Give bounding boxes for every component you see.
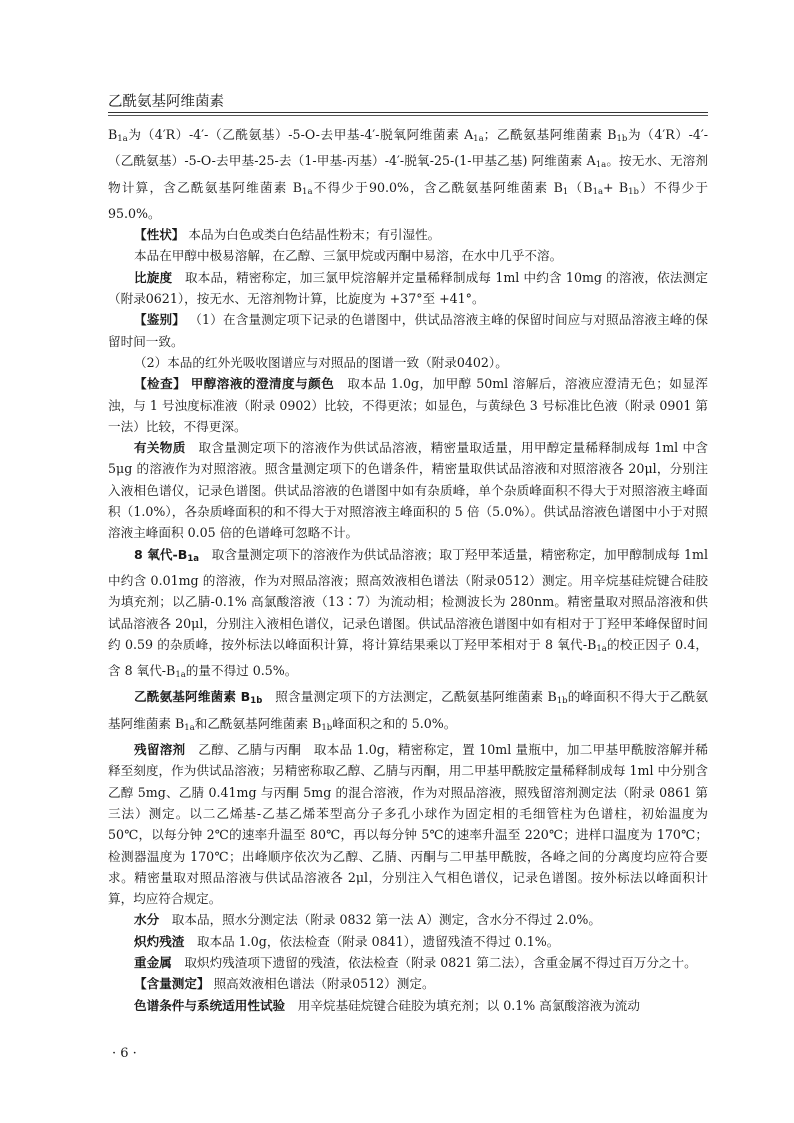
related-substances-paragraph [108, 437, 708, 543]
section-label-identification: 【鉴别】 [134, 312, 186, 328]
text-run: B [108, 127, 118, 142]
chromatographic-conditions-text: 用辛烷基硅烷键合硅胶为填充剂；以 0.1% 高氯酸溶液为流动 [297, 997, 640, 1013]
rotation-text: 取本品，精密称定，加三氯甲烷溶解并定量稀释制成每 1ml 中约含 10mg 的溶液，依法测定（附录0621），按无水、无溶剂物计算，比旋度为 +37°至 +41°。 [108, 269, 709, 307]
subscript: 1 [562, 186, 569, 197]
chromatographic-conditions-paragraph [108, 995, 708, 1016]
item-label-rotation: 比旋度 [134, 269, 173, 285]
text-run: 的校正因子 0.4，含 8 氧代-B [108, 636, 708, 679]
text-run: 照含量测定项下的方法测定，乙酰氨基阿维菌素 B [275, 689, 557, 705]
identification-paragraph [108, 309, 708, 352]
section-label-assay: 【含量测定】 [134, 976, 210, 992]
page-body [108, 124, 708, 1016]
subscript: 1b [556, 696, 568, 707]
page-number: · 6 · [112, 1046, 137, 1061]
oxo-impurity-paragraph [108, 544, 708, 687]
item-label-oxo [134, 547, 199, 562]
header-rule-thin [108, 115, 708, 116]
properties-paragraph [108, 224, 708, 245]
subscript: 1a [184, 722, 195, 733]
subscript: 1a [117, 134, 128, 144]
item-label-b1b [134, 689, 263, 707]
related-substances-text: 取含量测定项下的溶液作为供试品溶液，精密量取适量，用甲醇定量稀释制成每 1ml 中含 5μg 的溶液作为对照溶液。照含量测定项下的色谱条件，精密量取供试品溶液和对照溶液各 20μl，分别注入液相色谱仪，记录色谱图。供试品溶液的色谱图中如有杂质峰，单个杂质峰面积不得大于对照溶液主峰面积（1.0%），各杂质峰面积的和不得大于对照溶液主峰面积的 5 倍（5.0%）。供试品溶液色谱图中小于对照溶液主峰面积 0.05 倍的色谱峰可忽略不计。 [108, 440, 709, 541]
text-run: 为（4′R）-4′-（乙酰氨基）-5-O-去甲基-4′-脱氧阿维菌素 A [127, 127, 474, 142]
item-label-residue: 炽灼残渣 [134, 933, 185, 949]
properties-text: 本品为白色或类白色结晶性粉末；有引湿性。 [188, 227, 441, 243]
water-paragraph [108, 909, 708, 930]
text-run: 乙酰氨基阿维菌素 B [134, 689, 251, 705]
residue-text: 取本品 1.0g，依法检查（附录 0841），遗留残渣不得过 0.1%。 [196, 933, 560, 949]
assay-paragraph [108, 973, 708, 994]
section-label-properties: 【性状】 [134, 227, 185, 243]
section-label-tests: 【检查】 [134, 376, 187, 392]
identification-text-1: （1）在含量测定项下记录的色谱图中，供试品溶液主峰的保留时间应与对照品溶液主峰的保留时间一致。 [108, 312, 709, 349]
header-rule-thick [108, 112, 708, 113]
subscript: 1a [592, 186, 604, 197]
subscript: 1a [595, 160, 607, 171]
text-run: ）不得少于95.0%。 [108, 179, 709, 221]
text-run: 8 氧代-B [134, 546, 188, 562]
rotation-paragraph [108, 267, 708, 310]
heavy-metals-paragraph [108, 952, 708, 973]
subscript: 1a [302, 186, 313, 197]
text-run: 为（4′R）-4′-（乙酰氨基）-5-O-去甲基-25-去（1-甲基-丙基）-4′-脱氧-25-(1-甲基乙基) 阿维菌素 A [108, 127, 708, 169]
definition-paragraph [108, 124, 708, 224]
heavy-metals-text: 取炽灼残渣项下遗留的残渣，依法检查（附录 0821 第二法），含重金属不得过百万分之十。 [184, 954, 697, 970]
item-label-residual-solvents: 残留溶剂 [134, 742, 186, 758]
item-label-related-substances: 有关物质 [134, 440, 186, 456]
text-run: + B [603, 179, 629, 195]
assay-text: 照高效液相色谱法（附录0512）测定。 [213, 976, 435, 992]
b1b-paragraph [108, 686, 708, 739]
subscript: 1a [187, 553, 199, 564]
text-run: 峰面积之和的 5.0%。 [332, 715, 457, 731]
identification-paragraph-2: （2）本品的红外光吸收图谱应与对照品的图谱一致（附录0402）。 [134, 354, 508, 370]
subscript: 1a [473, 134, 484, 144]
text-run: 和乙酰氨基阿维菌素 B [194, 715, 322, 731]
clarity-text: 取本品 1.0g，加甲醇 50ml 溶解后，溶液应澄清无色；如显浑浊，与 1 号浊度标准液（附录 0902）比较，不得更浓；如显色，与黄绿色 3 号标准比色液（附录 0901 第一法）比较，不得更深。 [108, 376, 708, 434]
running-header: 乙酰氨基阿维菌素 [108, 94, 224, 110]
subscript: 1b [628, 186, 639, 197]
residual-solvents-text: 乙醇、乙腈与丙酮 取本品 1.0g，精密称定，置 10ml 量瓶中，加二甲基甲酰胺溶解并稀释至刻度，作为供试品溶液；另精密称取乙醇、乙腈与丙酮，用二甲基甲酰胺定量稀释制成每 1ml 中分别含乙醇 5mg、乙腈 0.41mg 与丙酮 5mg 的混合溶液，作为对照品溶液，照残留溶剂测定法（附录 0861 第三法）测定。以二乙烯基-乙基乙烯苯型高分子多孔小球作为固定相的毛细管柱为色谱柱，初始温度为 50℃，以每分钟 2℃的速率升温至 80℃，再以每分钟 5℃的速率升温至 220℃；进样口温度为 170℃；检测器温度为 170℃；出峰顺序依次为乙醇、乙腈、丙酮与二甲基甲酰胺，各峰之间的分离度均应符合要求。精密量取对照品溶液与供试品溶液各 2μl，分别注入气相色谱仪，记录色谱图。按外标法以峰面积计算，均应符合规定。 [108, 742, 709, 907]
text-run: 的量不得过 0.5%。 [185, 663, 298, 679]
item-label-chromatographic-conditions: 色谱条件与系统适用性试验 [134, 997, 286, 1013]
text-run: （B [568, 179, 593, 195]
subscript: 1a [596, 643, 607, 654]
text-run: 不得少于90.0%，含乙酰氨基阿维菌素 B [312, 179, 563, 195]
item-label-water: 水分 [134, 912, 160, 928]
text-run: 。按无水、无溶剂物计算，含乙酰氨基阿维菌素 B [108, 153, 708, 195]
text-run: 取含量测定项下的溶液作为供试品溶液；取丁羟甲苯适量，精密称定，加甲醇制成每 1ml 中约含 0.01mg 的溶液，作为对照品溶液；照高效液相色谱法（附录0512）测定。用辛烷基硅烷键合硅胶为填充剂；以乙腈-0.1% 高氯酸溶液（13∶7）为流动相；检测波长为 280nm。精密量取对照品溶液和供试品溶液各 20μl，分别注入液相色谱仪，记录色谱图。供试品溶液色谱图中如有相对于丁羟甲苯峰保留时间约 0.59 的杂质峰，按外标法以峰面积计算，将计算结果乘以丁羟甲苯相对于 8 氧代-B [108, 546, 708, 652]
subscript: 1a [175, 670, 186, 681]
item-label-heavy-metals: 重金属 [134, 954, 172, 970]
residual-solvents-paragraph [108, 739, 708, 909]
subscript: 1b [321, 722, 333, 733]
text-run: ；乙酰氨基阿维菌素 B [483, 127, 617, 142]
solubility-paragraph: 本品在甲醇中极易溶解，在乙醇、三氯甲烷或丙酮中易溶，在水中几乎不溶。 [134, 248, 563, 264]
text-run: 的峰面积不得大于乙酰氨基阿维菌素 B [108, 689, 708, 731]
residue-on-ignition-paragraph [108, 931, 708, 952]
subscript: 1b [250, 696, 263, 707]
subscript: 1b [616, 134, 628, 144]
tests-paragraph [108, 373, 708, 437]
item-label-clarity: 甲醇溶液的澄清度与颜色 [190, 376, 335, 392]
water-text: 取本品，照水分测定法（附录 0832 第一法 A）测定，含水分不得过 2.0%。 [171, 912, 601, 928]
